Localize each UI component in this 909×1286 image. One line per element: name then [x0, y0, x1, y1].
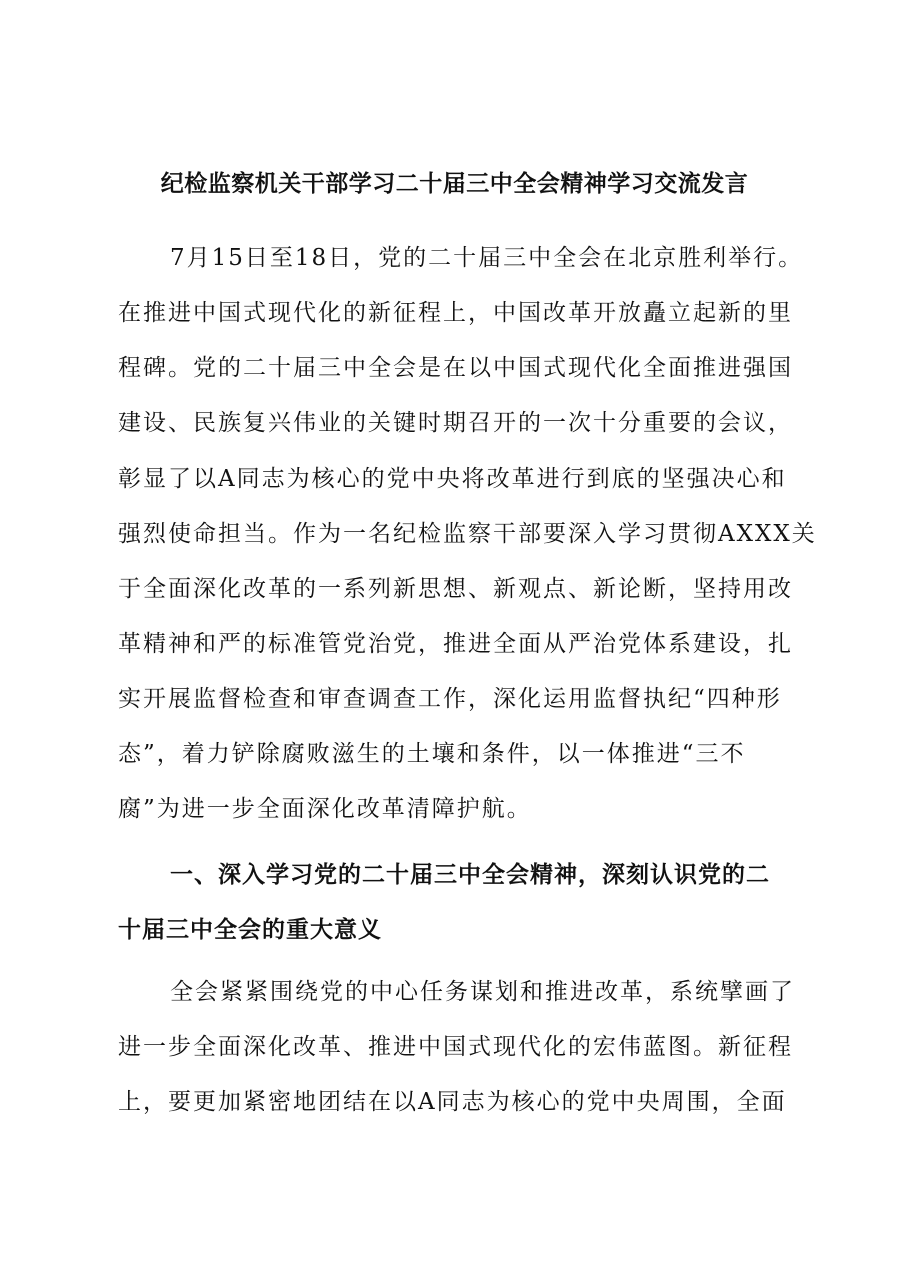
text-line: 进一步全面深化改革、推进中国式现代化的宏伟蓝图。新征程	[118, 1034, 793, 1060]
heading-line: 十届三中全会的重大意义	[118, 917, 382, 943]
text-line: 态”，着力铲除腐败滋生的土壤和条件，以一体推进“三不	[118, 741, 746, 767]
text-line: 彰显了以A同志为核心的党中央将改革进行到底的坚强决心和	[118, 466, 787, 492]
text-line: 程碑。党的二十届三中全会是在以中国式现代化全面推进强国	[118, 355, 793, 381]
text-line: 革精神和严的标准管党治党，推进全面从严治党体系建设，扎	[118, 631, 793, 657]
document-title: 纪检监察机关干部学习二十届三中全会精神学习交流发言	[160, 170, 749, 197]
text-line: 强烈使命担当。作为一名纪检监察干部要深入学习贯彻AXXX关	[118, 521, 817, 547]
text-line: 全会紧紧围绕党的中心任务谋划和推进改革，系统擘画了	[170, 979, 795, 1005]
text-line: 上，要更加紧密地团结在以A同志为核心的党中央周围，全面	[118, 1089, 787, 1115]
text-line: 建设、民族复兴伟业的关键时期召开的一次十分重要的会议，	[118, 410, 793, 436]
text-line: 腐”为进一步全面深化改革清障护航。	[118, 796, 532, 822]
text-line: 7月15日至18日，党的二十届三中全会在北京胜利举行。	[170, 245, 804, 271]
text-line: 实开展监督检查和审查调查工作，深化运用监督执纪“四种形	[118, 686, 782, 712]
text-line: 于全面深化改革的一系列新思想、新观点、新论断，坚持用改	[118, 576, 793, 602]
text-line: 在推进中国式现代化的新征程上，中国改革开放矗立起新的里	[118, 300, 793, 326]
heading-line: 一、深入学习党的二十届三中全会精神，深刻认识党的二	[170, 862, 770, 888]
